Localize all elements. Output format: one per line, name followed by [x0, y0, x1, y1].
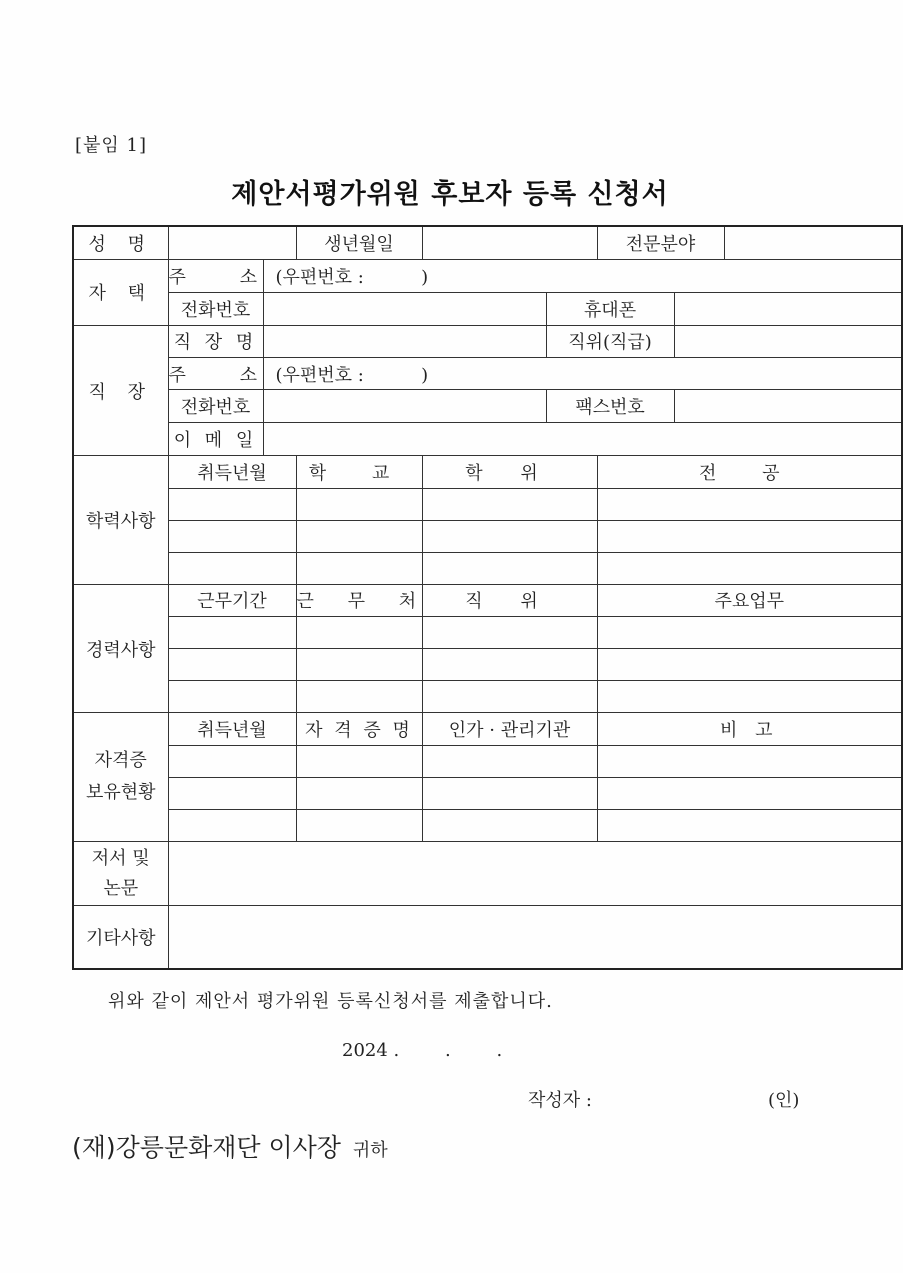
education-cell[interactable] — [296, 552, 422, 584]
other-row — [73, 906, 902, 969]
mobile-label: 휴대폰 — [546, 292, 674, 325]
writer-label: 작성자 : — [528, 1090, 592, 1111]
education-col-degree: 학 위 — [422, 456, 597, 488]
education-cell[interactable] — [296, 520, 422, 552]
fax-label: 팩스번호 — [546, 390, 674, 423]
home-address-label: 주 소 — [168, 259, 263, 292]
education-cell[interactable] — [597, 520, 902, 552]
company-label: 직 장 명 — [168, 325, 263, 357]
education-cell[interactable] — [422, 488, 597, 520]
career-cell[interactable] — [597, 681, 902, 713]
education-col-school: 학 교 — [296, 456, 422, 488]
submission-date: 2024 . . . — [342, 1040, 503, 1061]
certificate-col-issuer: 인가 · 관리기관 — [422, 713, 597, 745]
position-field[interactable] — [674, 325, 902, 357]
basic-info-row — [73, 226, 902, 259]
birth-label: 생년월일 — [296, 226, 422, 259]
application-form-table — [72, 225, 903, 970]
career-cell[interactable] — [422, 649, 597, 681]
career-cell[interactable] — [597, 649, 902, 681]
certificate-row — [73, 745, 902, 777]
publications-field[interactable] — [168, 841, 902, 905]
education-cell[interactable] — [422, 520, 597, 552]
work-phone-field[interactable] — [263, 390, 546, 423]
education-cell[interactable] — [597, 552, 902, 584]
home-address-field[interactable]: (우편번호 : ) — [263, 259, 902, 292]
education-section-label: 학력사항 — [73, 456, 168, 585]
career-cell[interactable] — [168, 681, 296, 713]
mobile-field[interactable] — [674, 292, 902, 325]
other-field[interactable] — [168, 906, 902, 969]
declaration-text: 위와 같이 제안서 평가위원 등록신청서를 제출합니다. — [108, 991, 553, 1012]
certificate-section-label — [73, 713, 168, 842]
other-section-label: 기타사항 — [73, 906, 168, 969]
work-phone-row — [73, 390, 902, 423]
certificate-label-line1: 자격증 — [94, 750, 147, 772]
attachment-label: [붙임 1] — [75, 135, 147, 156]
career-row — [73, 617, 902, 649]
home-phone-field[interactable] — [263, 292, 546, 325]
fax-field[interactable] — [674, 390, 902, 423]
publications-label-line2: 논문 — [103, 877, 139, 899]
certificate-row — [73, 809, 902, 841]
home-phone-label: 전화번호 — [168, 292, 263, 325]
work-company-row — [73, 325, 902, 357]
certificate-cell[interactable] — [168, 745, 296, 777]
field-value[interactable] — [724, 226, 902, 259]
certificate-cell[interactable] — [296, 745, 422, 777]
certificate-cell[interactable] — [422, 777, 597, 809]
work-phone-label: 전화번호 — [168, 390, 263, 423]
certificate-cell[interactable] — [296, 809, 422, 841]
document-title: 제안서평가위원 후보자 등록 신청서 — [231, 179, 669, 210]
certificate-header-row — [73, 713, 902, 745]
education-cell[interactable] — [296, 488, 422, 520]
certificate-cell[interactable] — [168, 809, 296, 841]
certificate-col-date: 취득년월 — [168, 713, 296, 745]
certificate-cell[interactable] — [168, 777, 296, 809]
work-address-row — [73, 358, 902, 390]
education-cell[interactable] — [168, 488, 296, 520]
certificate-label-line2: 보유현황 — [85, 782, 156, 804]
career-cell[interactable] — [296, 617, 422, 649]
education-cell[interactable] — [168, 520, 296, 552]
education-cell[interactable] — [597, 488, 902, 520]
career-cell[interactable] — [168, 649, 296, 681]
publications-label-line1: 저서 및 — [91, 847, 150, 869]
career-col-period: 근무기간 — [168, 584, 296, 616]
career-col-position: 직 위 — [422, 584, 597, 616]
career-cell[interactable] — [597, 617, 902, 649]
name-field[interactable] — [168, 226, 296, 259]
career-col-workplace: 근 무 처 — [296, 584, 422, 616]
career-col-duties: 주요업무 — [597, 584, 902, 616]
career-cell[interactable] — [422, 681, 597, 713]
work-section-label: 직 장 — [73, 325, 168, 456]
career-header-row — [73, 584, 902, 616]
publications-row — [73, 841, 902, 905]
work-address-label: 주 소 — [168, 358, 263, 390]
home-phone-row — [73, 292, 902, 325]
education-cell[interactable] — [422, 552, 597, 584]
certificate-cell[interactable] — [296, 777, 422, 809]
education-cell[interactable] — [168, 552, 296, 584]
email-label: 이 메 일 — [168, 423, 263, 456]
recipient-name: (재)강릉문화재단 이사장 — [72, 1133, 341, 1162]
field-label: 전문분야 — [597, 226, 724, 259]
education-col-major: 전 공 — [597, 456, 902, 488]
certificate-cell[interactable] — [597, 809, 902, 841]
work-email-row — [73, 423, 902, 456]
education-row — [73, 520, 902, 552]
education-header-row — [73, 456, 902, 488]
career-cell[interactable] — [168, 617, 296, 649]
career-section-label: 경력사항 — [73, 584, 168, 713]
birth-field[interactable] — [422, 226, 597, 259]
recipient-suffix: 귀하 — [352, 1140, 388, 1161]
publications-section-label — [73, 841, 168, 905]
certificate-col-name: 자 격 증 명 — [296, 713, 422, 745]
career-row — [73, 649, 902, 681]
work-address-field[interactable]: (우편번호 : ) — [263, 358, 902, 390]
email-field[interactable] — [263, 423, 902, 456]
seal-label: (인) — [768, 1090, 800, 1111]
home-section-label: 자 택 — [73, 259, 168, 325]
career-cell[interactable] — [422, 617, 597, 649]
education-row — [73, 552, 902, 584]
name-label: 성 명 — [73, 226, 168, 259]
recipient — [72, 1128, 388, 1164]
certificate-cell[interactable] — [597, 777, 902, 809]
certificate-row — [73, 777, 902, 809]
education-col-date: 취득년월 — [168, 456, 296, 488]
certificate-col-remark: 비 고 — [597, 713, 902, 745]
career-cell[interactable] — [296, 681, 422, 713]
company-field[interactable] — [263, 325, 546, 357]
career-cell[interactable] — [296, 649, 422, 681]
certificate-cell[interactable] — [597, 745, 902, 777]
position-label: 직위(직급) — [546, 325, 674, 357]
certificate-cell[interactable] — [422, 745, 597, 777]
home-address-row — [73, 259, 902, 292]
certificate-cell[interactable] — [422, 809, 597, 841]
career-row — [73, 681, 902, 713]
education-row — [73, 488, 902, 520]
